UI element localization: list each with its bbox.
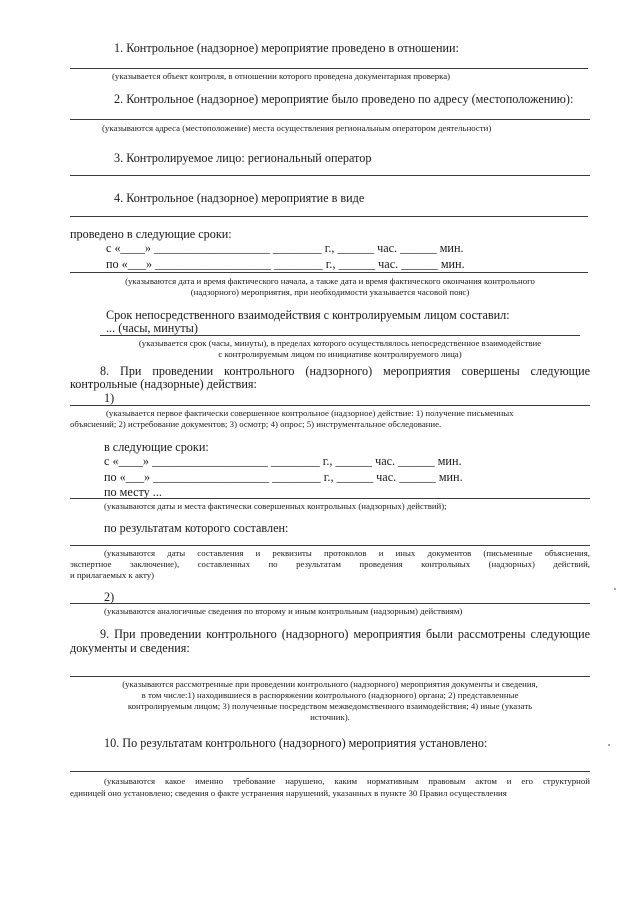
- item-4-number: 4.: [114, 191, 124, 205]
- item-4-text: Контрольное (надзорное) мероприятие в виде: [126, 191, 365, 205]
- fill-line: [70, 676, 590, 677]
- fill-line: [70, 68, 588, 69]
- fill-line: [70, 771, 590, 772]
- item-2-number: 2.: [114, 92, 124, 106]
- item-1-text: Контрольное (надзорное) мероприятие проведено в отношении:: [126, 41, 459, 55]
- item-2-note: (указываются адреса (местоположение) места осуществления региональным оператором деятельности): [102, 123, 492, 133]
- scan-speck: [614, 588, 616, 590]
- item-8-note-2: объяснений; 2) истребование документов; 3) осмотр; 4) опрос; 5) инструментальное обследование.: [70, 419, 442, 429]
- fill-line: [70, 603, 590, 604]
- item-10-note-2: единицей оно установлено; сведения о факте устранения нарушений, указанных в пункте 30 Правил осуществления: [70, 788, 507, 798]
- fill-line: [70, 498, 590, 499]
- item-8-note-1: (указывается первое фактически совершенное контрольное (надзорное) действие: 1) получение письменных: [106, 408, 514, 418]
- item-8-line-1: 8. При проведении контрольного (надзорного) мероприятия совершены следующие: [100, 364, 590, 378]
- item-8-result-note-3: и прилагаемых к акту): [70, 570, 155, 580]
- fill-line: [100, 335, 580, 336]
- item-8-place: по месту ...: [104, 485, 162, 499]
- item-9-note-1: (указываются рассмотренные при проведении контрольного (надзорного) мероприятия документы и сведения,: [122, 679, 538, 689]
- item-8-result-note-1: (указываются даты составления и реквизиты протоколов и иных документов (письменные объяснения,: [104, 548, 590, 558]
- item-2-text: Контрольное (надзорное) мероприятие было проведено по адресу (местоположению):: [126, 92, 574, 106]
- fill-line: [70, 175, 590, 176]
- duration-note-1: (указывается срок (часы, минуты), в пределах которого осуществлялось непосредственное взаимодействие: [138, 338, 542, 348]
- item-3-heading: [114, 151, 371, 165]
- item-1-number: 1.: [114, 41, 124, 55]
- fill-line: [70, 272, 588, 273]
- item-8-terms-label: в следующие сроки:: [104, 440, 209, 454]
- fill-line: [70, 119, 590, 120]
- duration-note-2: с контролируемым лицом по инициативе контролируемого лица): [218, 349, 462, 359]
- item-8-result-note-2: экспертное заключение), составленных по результатам проведения контрольных (надзорных) действий,: [70, 559, 590, 569]
- fill-line: [70, 216, 588, 217]
- item-8-line-2: контрольные (надзорные) действия:: [70, 377, 257, 391]
- fill-line: [70, 405, 590, 406]
- item-9-note-2: в том числе:1) находившиеся в распоряжении контрольного (надзорного) органа; 2) представленные: [141, 690, 519, 700]
- item-3-number: 3.: [114, 151, 124, 165]
- fill-line: [70, 545, 590, 546]
- item-1-note: (указывается объект контроля, в отношении которого проведена документарная проверка): [112, 71, 451, 81]
- item-9-note-4: источник).: [310, 712, 350, 722]
- item-9-note-3: контролируемым лицом; 3) полученные посредством межведомственного взаимодействия; 4) иные (указать: [127, 701, 533, 711]
- duration-value: ... (часы, минуты): [106, 321, 198, 335]
- item-8-sub-1: 1): [104, 391, 115, 405]
- item-8-place-note: (указываются даты и места фактически совершенных контрольных (надзорных) действий);: [104, 501, 447, 511]
- terms-note-2: (надзорного) мероприятия, при необходимости указывается часовой пояс): [190, 287, 470, 297]
- terms-note-1: (указываются дата и время фактического начала, а также дата и время фактического окончания контрольного: [125, 276, 535, 286]
- item-8-to-line: по «___» ___________________ ________ г., ______ час. ______ мин.: [104, 470, 463, 484]
- scan-speck: [608, 744, 610, 746]
- item-2-heading: [114, 92, 573, 106]
- item-9-line-1: 9. При проведении контрольного (надзорного) мероприятия были рассмотрены следующие: [100, 627, 590, 641]
- item-1-heading: [114, 41, 459, 55]
- item-8-sub-2: 2): [104, 590, 115, 604]
- duration-label: Срок непосредственного взаимодействия с контролируемым лицом составил:: [106, 308, 510, 322]
- item-3-text: Контролируемое лицо: региональный оператор: [126, 151, 372, 165]
- item-9-line-2: документы и сведения:: [70, 641, 190, 655]
- item-8-result-label: по результатам которого составлен:: [104, 521, 289, 535]
- item-10-line-1: 10. По результатам контрольного (надзорного) мероприятия установлено:: [104, 736, 488, 750]
- terms-to-line: по «___» ___________________ ________ г., ______ час. ______ мин.: [106, 257, 465, 271]
- item-10-note-1: (указываются какое именно требование нарушено, каким нормативным правовым актом и его структурной: [104, 776, 590, 786]
- item-8-from-line: с «____» ___________________ ________ г., ______ час. ______ мин.: [104, 454, 462, 468]
- item-4-heading: [114, 191, 364, 205]
- item-8-sub-2-note: (указываются аналогичные сведения по второму и иным контрольным (надзорным) действиям): [104, 606, 463, 616]
- terms-intro: проведено в следующие сроки:: [70, 227, 232, 241]
- terms-from-line: с «____» ___________________ ________ г., ______ час. ______ мин.: [106, 241, 464, 255]
